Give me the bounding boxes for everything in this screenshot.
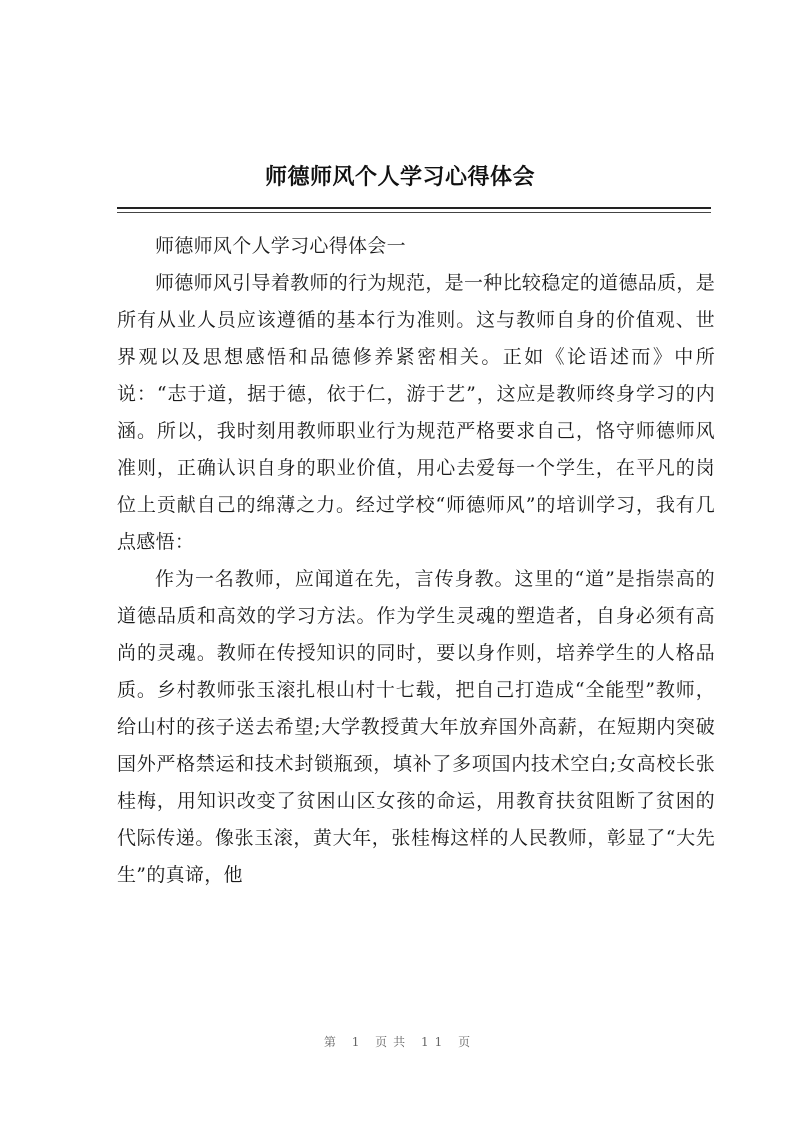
title-divider — [117, 207, 711, 209]
document-body — [117, 228, 715, 894]
title-divider-secondary — [117, 212, 711, 213]
section-subtitle: 师德师风个人学习心得体会一 — [155, 235, 406, 257]
body-paragraph: 作为一名教师，应闻道在先，言传身教。这里的“道”是指崇高的道德品质和高效的学习方法。作为学生灵魂的塑造者，自身必须有高尚的灵魂。教师在传授知识的同时，要以身作则，培养学生的人格品质。乡村教师张玉滚扎根山村十七载，把自己打造成“全能型”教师，给山村的孩子送去希望;大学教授黄大年放弃国外高薪，在短期内突破国外严格禁运和技术封锁瓶颈，填补了多项国内技术空白;女高校长张桂梅，用知识改变了贫困山区女孩的命运，用教育扶贫阻断了贫困的代际传递。像张玉滚，黄大年，张桂梅这样的人民教师，彰显了“大先生”的真谛，他 — [117, 568, 715, 886]
page-footer: 第 1 页共 11 页 — [323, 1035, 477, 1049]
body-paragraph: 师德师风引导着教师的行为规范，是一种比较稳定的道德品质，是所有从业人员应该遵循的基本行为准则。这与教师自身的价值观、世界观以及思想感悟和品德修养紧密相关。正如《论语述而》中所说：“志于道，据于德，依于仁，游于艺”，这应是教师终身学习的内涵。所以，我时刻用教师职业行为规范严格要求自己，恪守师德师风准则，正确认识自身的职业价值，用心去爱每一个学生，在平凡的岗位上贡献自己的绵薄之力。经过学校“师德师风”的培训学习，我有几点感悟： — [117, 272, 715, 553]
document-title: 师德师风个人学习心得体会 — [264, 165, 535, 190]
